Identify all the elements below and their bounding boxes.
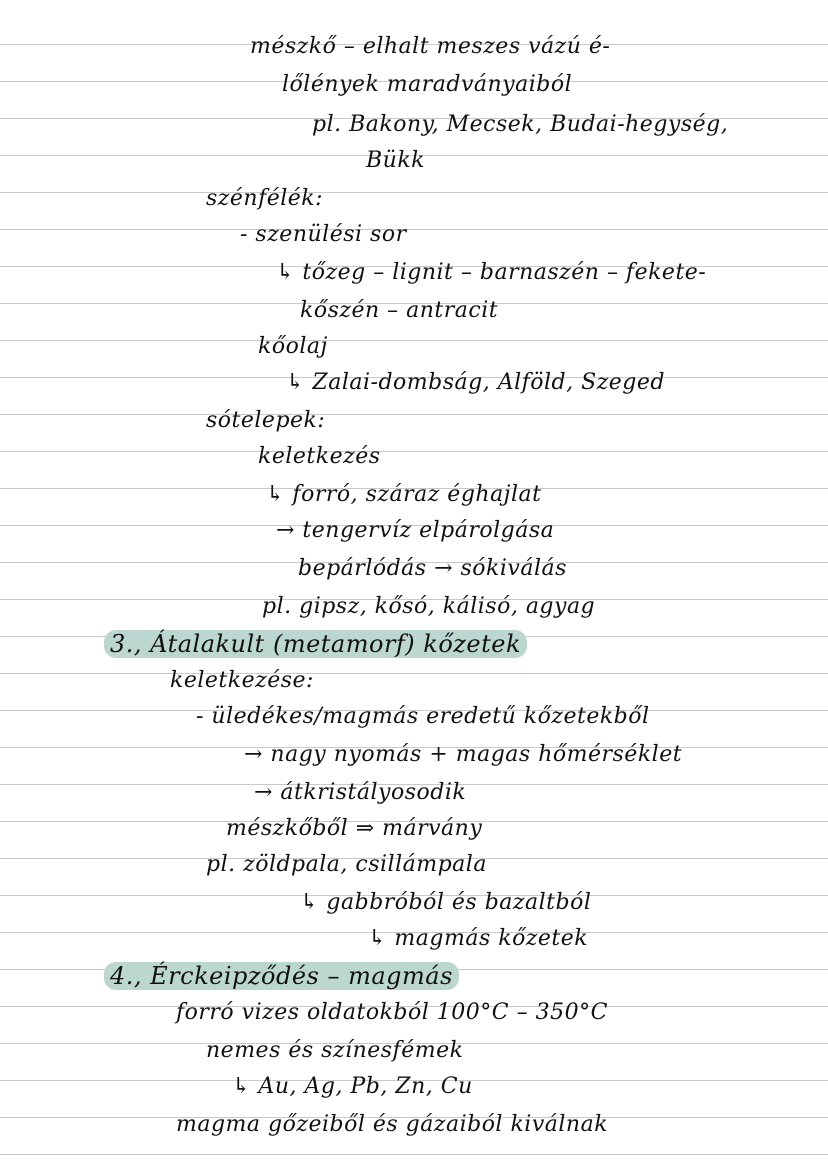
section-3-heading: [104, 630, 527, 658]
note-line-16: pl. gipsz, kősó, kálisó, agyag: [262, 594, 596, 619]
note-line-1: mészkő – elhalt meszes vázú é-: [250, 34, 611, 59]
note-line-6: - szenülési sor: [240, 222, 407, 247]
note-line-30: magma gőzeiből és gázaiból kiválnak: [176, 1112, 609, 1137]
note-line-19: - üledékes/magmás eredetű kőzetekből: [196, 704, 650, 729]
note-line-10: ↳ Zalai-dombság, Alföld, Szeged: [286, 370, 665, 395]
note-line-15: bepárlódás → sókiválás: [298, 556, 567, 581]
note-line-23: pl. zöldpala, csillámpala: [206, 852, 487, 877]
note-line-22: mészkőből ⇒ márvány: [226, 816, 483, 841]
note-line-21: → átkristályosodik: [254, 780, 467, 805]
note-line-7: ↳ tőzeg – lignit – barnaszén – fekete-: [276, 260, 707, 285]
note-line-5: szénfélék:: [206, 186, 324, 211]
section-4-title-highlight: 4., Érckeipződés – magmás: [104, 962, 459, 990]
note-line-13: ↳ forró, száraz éghajlat: [266, 482, 542, 507]
note-line-20: → nagy nyomás + magas hőmérséklet: [244, 742, 683, 767]
note-line-9: kőolaj: [258, 334, 328, 359]
note-line-28: nemes és színesfémek: [206, 1038, 464, 1063]
note-line-29: ↳ Au, Ag, Pb, Zn, Cu: [232, 1074, 473, 1099]
section-3-title-highlight: 3., Átalakult (metamorf) kőzetek: [104, 630, 527, 658]
note-line-24: ↳ gabbróból és bazaltból: [300, 890, 592, 915]
note-line-12: keletkezés: [258, 444, 381, 469]
note-line-25: ↳ magmás kőzetek: [368, 926, 589, 951]
note-line-2: lőlények maradványaiból: [282, 72, 573, 97]
note-line-14: → tengervíz elpárolgása: [276, 518, 555, 543]
note-line-4: Bükk: [366, 148, 425, 173]
note-line-8: kőszén – antracit: [300, 298, 499, 323]
note-line-27: forró vizes oldatokból 100°C – 350°C: [176, 1000, 608, 1025]
section-4-heading: [104, 962, 459, 990]
note-line-11: sótelepek:: [206, 408, 326, 433]
note-line-3: pl. Bakony, Mecsek, Budai-hegység,: [312, 112, 729, 137]
note-line-18: keletkezése:: [170, 668, 314, 693]
